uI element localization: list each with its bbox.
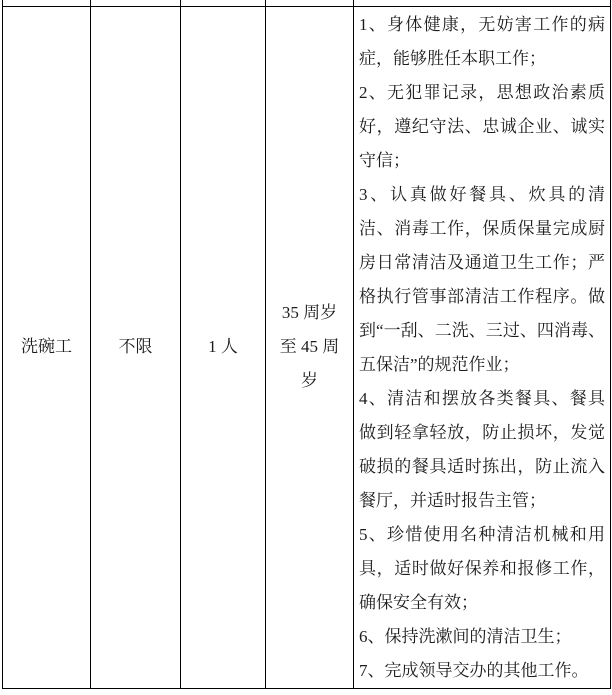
gender-requirement-label: 不限 xyxy=(118,337,153,356)
requirement-item: 3、认真做好餐具、炊具的清洁、消毒工作，保质保量完成厨房日常清洁及通道卫生工作；严格执行管事部清洁工作程序。做到“一刮、二洗、三过、四消毒、五保洁”的规范作业； xyxy=(359,184,605,374)
age-range-cell xyxy=(266,6,354,688)
requirement-item: 2、无犯罪记录，思想政治素质好，遵纪守法、忠诚企业、诚实守信； xyxy=(359,82,605,170)
requirement-item: 4、清洁和摆放各类餐具、餐具做到轻拿轻放，防止损坏，发觉破损的餐具适时拣出，防止流入餐厅，并适时报告主管； xyxy=(359,388,605,510)
age-range-line: 岁 xyxy=(301,371,318,390)
age-range-line: 至 45 周 xyxy=(279,337,340,356)
job-row xyxy=(3,6,611,688)
gender-requirement-cell xyxy=(91,6,181,688)
requirements-cell xyxy=(354,6,611,688)
requirement-item: 7、完成领导交办的其他工作。 xyxy=(359,660,589,680)
headcount-cell xyxy=(181,6,266,688)
headcount-label: 1 人 xyxy=(208,337,238,356)
requirement-item: 6、保持洗漱间的清洁卫生； xyxy=(359,626,572,646)
requirement-item: 1、身体健康，无妨害工作的病症，能够胜任本职工作； xyxy=(359,14,605,68)
age-range-line: 35 周岁 xyxy=(281,303,338,322)
position-label: 洗碗工 xyxy=(21,337,72,356)
position-cell xyxy=(3,6,91,688)
requirement-item: 5、珍惜使用名种清洁机械和用具，适时做好保养和报修工作，确保安全有效； xyxy=(359,524,605,612)
job-position-table xyxy=(2,0,611,689)
